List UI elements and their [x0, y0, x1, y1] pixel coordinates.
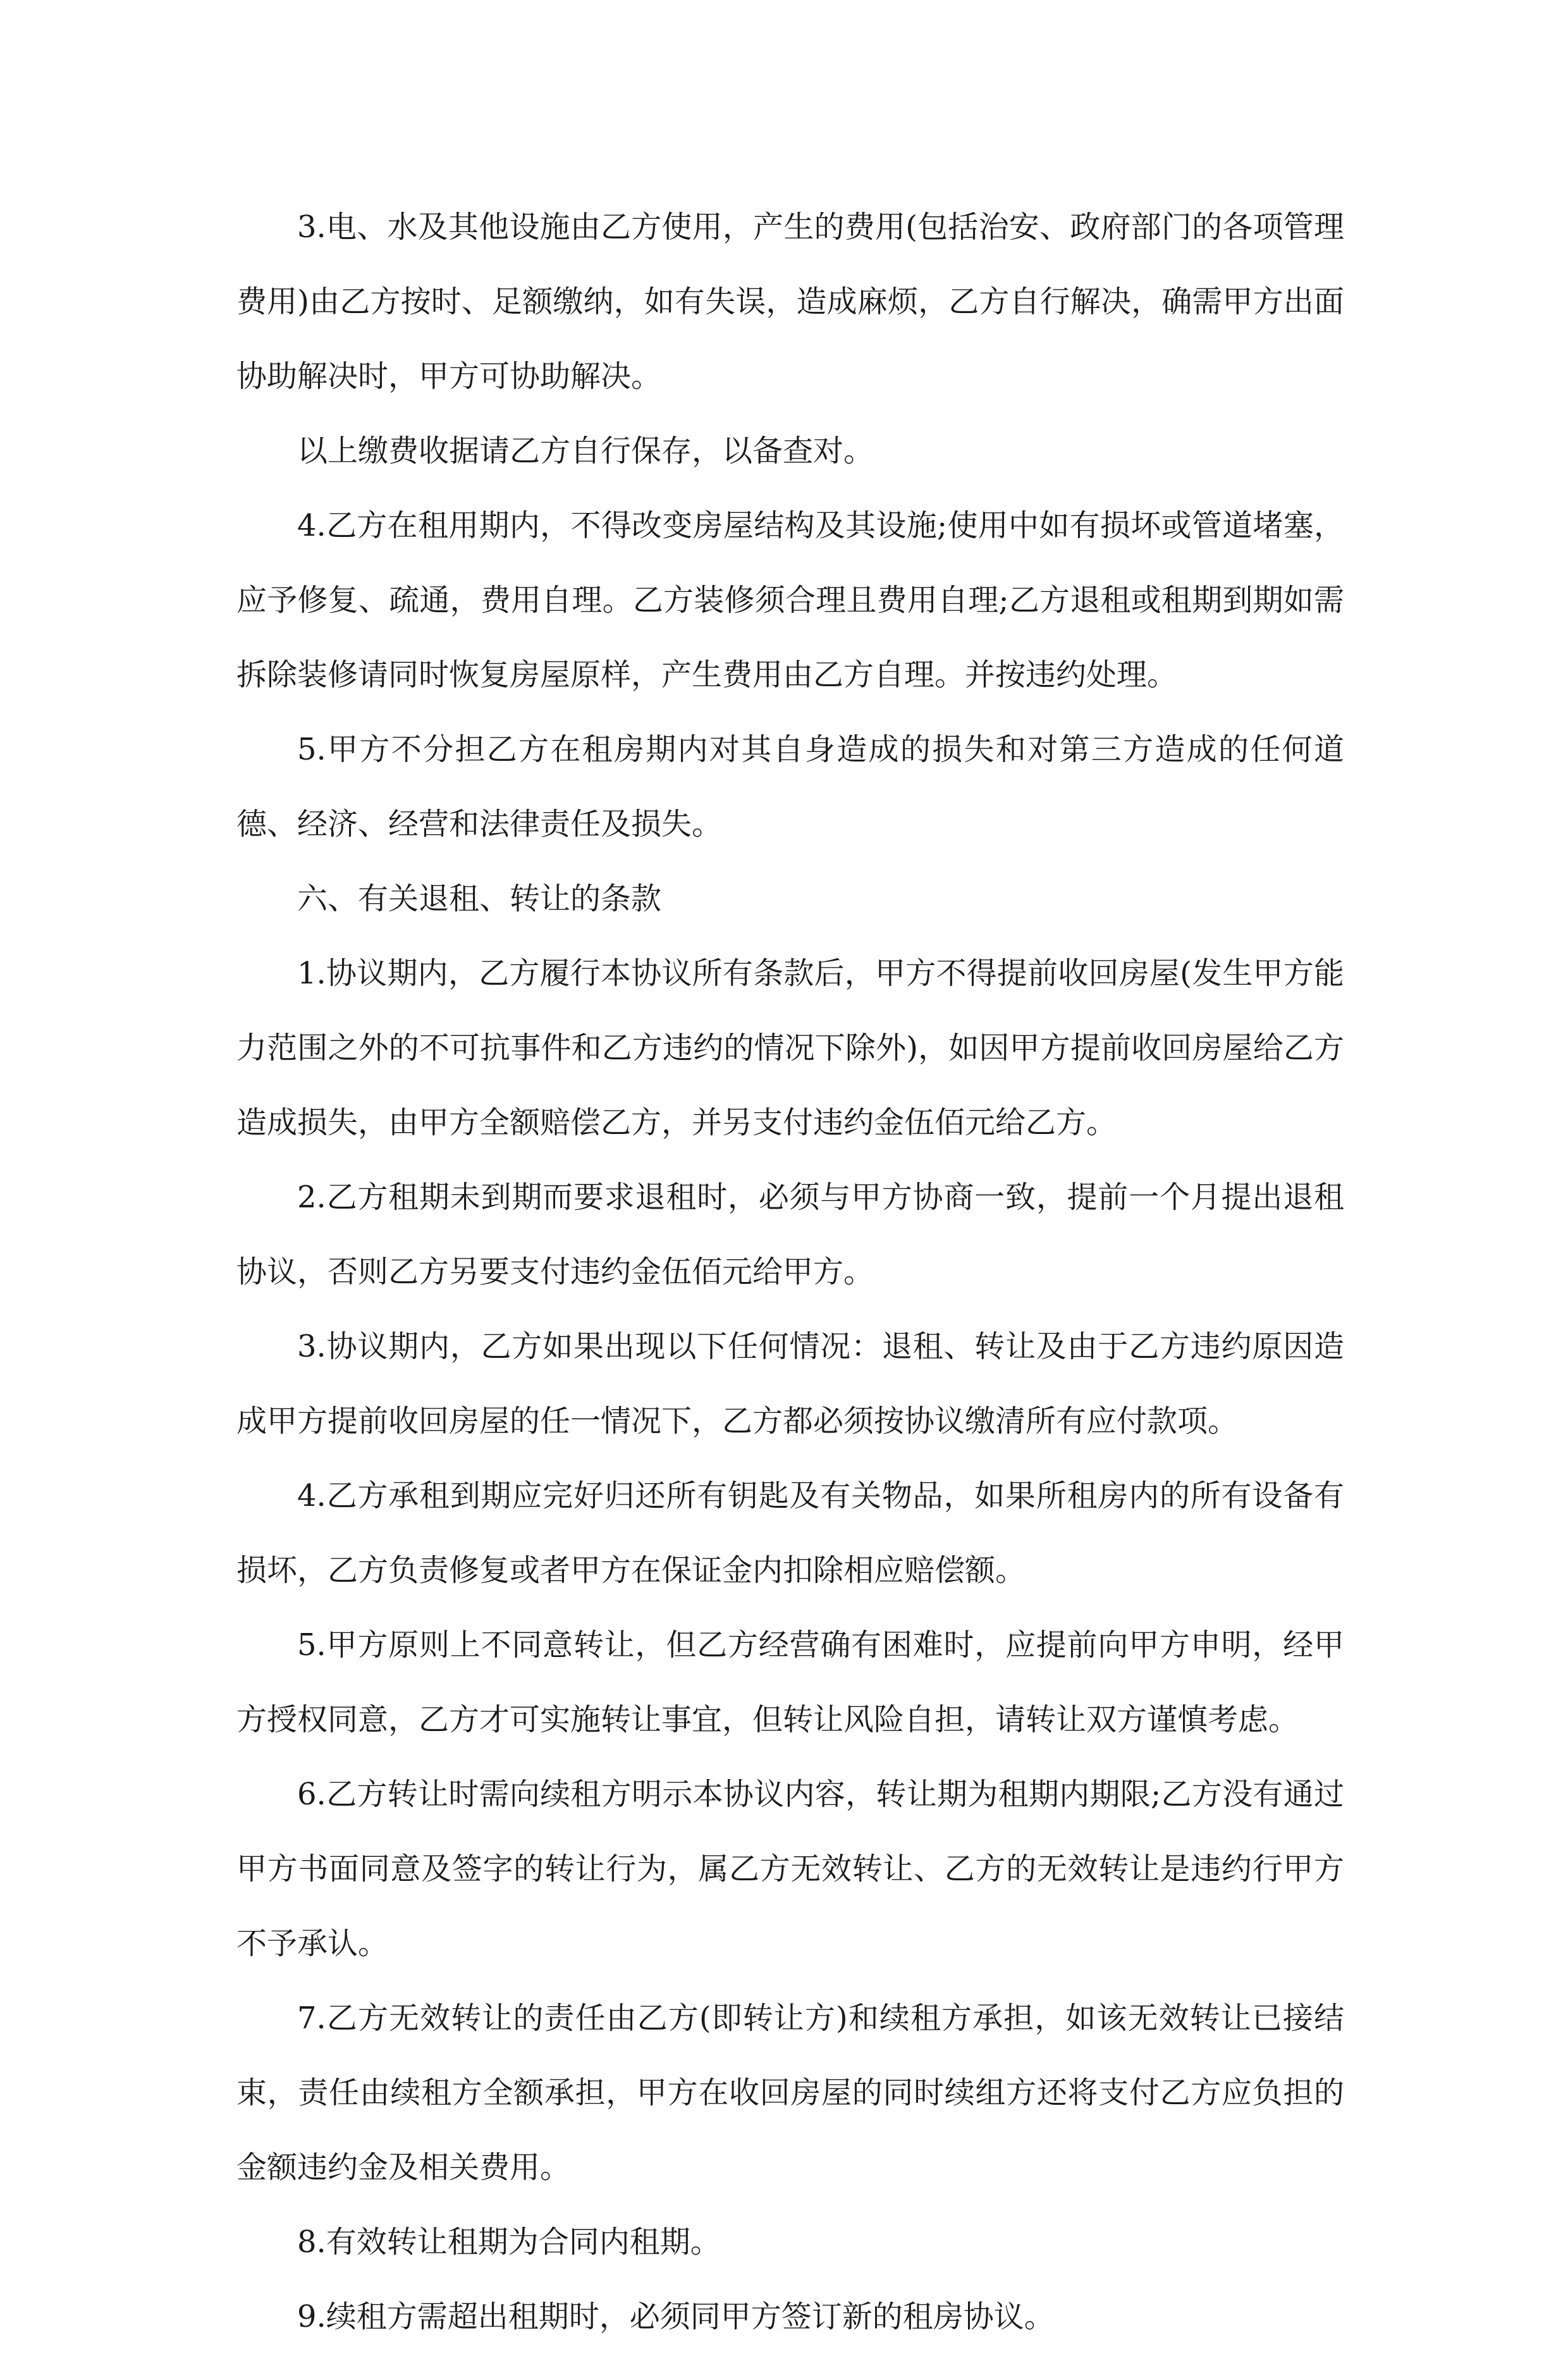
section-6-clause-7: 7.乙方无效转让的责任由乙方(即转让方)和续租方承担，如该无效转让已接结束，责任由续租方全额承担，甲方在收回房屋的同时续组方还将支付乙方应负担的金额违约金及相关费用。 — [236, 2000, 1344, 2185]
clause-3-utilities: 3.电、水及其他设施由乙方使用，产生的费用(包括治安、政府部门的各项管理费用)由乙方按时、足额缴纳，如有失误，造成麻烦，乙方自行解决，确需甲方出面协助解决时，甲方可协助解决。 — [236, 209, 1344, 394]
receipt-note: 以上缴费收据请乙方自行保存，以备查对。 — [297, 433, 874, 469]
section-6-clause-1: 1.协议期内，乙方履行本协议所有条款后，甲方不得提前收回房屋(发生甲方能力范围之外的不可抗事件和乙方违约的情况下除外)，如因甲方提前收回房屋给乙方造成损失，由甲方全额赔偿乙方，并另支付违约金伍佰元给乙方。 — [236, 956, 1344, 1140]
section-6-heading: 六、有关退租、转让的条款 — [297, 881, 662, 916]
section-6-clause-2: 2.乙方租期未到期而要求退租时，必须与甲方协商一致，提前一个月提出退租协议，否则乙方另要支付违约金伍佰元给甲方。 — [236, 1180, 1344, 1290]
section-6-clause-5: 5.甲方原则上不同意转让，但乙方经营确有困难时，应提前向甲方申明，经甲方授权同意，乙方才可实施转让事宜，但转让风险自担，请转让双方谨慎考虑。 — [236, 1627, 1344, 1737]
document-page — [236, 190, 1344, 2354]
section-6-clause-3: 3.协议期内，乙方如果出现以下任何情况：退租、转让及由于乙方违约原因造成甲方提前收回房屋的任一情况下，乙方都必须按协议缴清所有应付款项。 — [236, 1329, 1344, 1439]
section-6-clause-8: 8.有效转让租期为合同内租期。 — [297, 2224, 721, 2260]
clause-4-structure: 4.乙方在租用期内，不得改变房屋结构及其设施;使用中如有损坏或管道堵塞，应予修复、疏通，费用自理。乙方装修须合理且费用自理;乙方退租或租期到期如需拆除装修请同时恢复房屋原样，产生费用由乙方自理。并按违约处理。 — [236, 508, 1344, 693]
section-6-clause-6: 6.乙方转让时需向续租方明示本协议内容，转让期为租期内期限;乙方没有通过甲方书面同意及签字的转让行为，属乙方无效转让、乙方的无效转让是违约行甲方不予承认。 — [236, 1777, 1344, 1961]
section-6-clause-9: 9.续租方需超出租期时，必须同甲方签订新的租房协议。 — [297, 2299, 1055, 2334]
clause-5-liability: 5.甲方不分担乙方在租房期内对其自身造成的损失和对第三方造成的任何道德、经济、经营和法律责任及损失。 — [236, 732, 1344, 842]
section-6-clause-4: 4.乙方承租到期应完好归还所有钥匙及有关物品，如果所租房内的所有设备有损坏，乙方负责修复或者甲方在保证金内扣除相应赔偿额。 — [236, 1478, 1344, 1588]
